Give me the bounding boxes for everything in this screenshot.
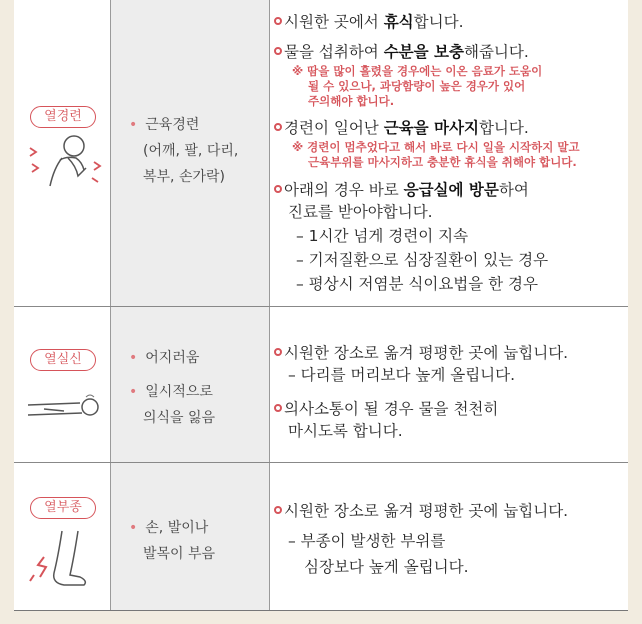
action-cell xyxy=(270,307,628,462)
action-item: 경련이 일어난 근육을 마사지합니다. xyxy=(274,118,529,139)
sub-item: – 평상시 저염분 식이요법을 한 경우 xyxy=(296,275,539,293)
circle-bullet-icon xyxy=(274,47,282,55)
swollen-leg-icon xyxy=(24,527,104,591)
action-text: 진료를 받아야합니다. xyxy=(288,203,433,221)
action-text: 마시도록 합니다. xyxy=(288,422,403,440)
table-row xyxy=(14,463,628,610)
action-item: 의사소통이 될 경우 물을 천천히 xyxy=(274,399,498,420)
sub-item: – 다리를 머리보다 높게 올립니다. xyxy=(288,366,516,384)
symptom-detail: 발목이 부음 xyxy=(143,546,216,562)
action-item: 아래의 경우 바로 응급실에 방문하여 xyxy=(274,180,529,201)
symptom-item: • 어지러움 xyxy=(129,350,200,366)
symptom-cell xyxy=(110,307,270,462)
symptom-detail: 의식을 잃음 xyxy=(143,410,216,426)
caution-note: ※ 땀을 많이 흘렸을 경우에는 이온 음료가 도움이 xyxy=(292,64,543,78)
caution-note: ※ 경련이 멈추었다고 해서 바로 다시 일을 시작하지 말고 xyxy=(292,140,580,154)
fainted-person-icon xyxy=(24,389,104,429)
action-item: 시원한 곳에서 휴식합니다. xyxy=(274,12,464,33)
illness-badge: 열실신 xyxy=(30,349,96,371)
sub-item: – 부종이 발생한 부위를 xyxy=(288,532,446,550)
sub-item: – 기저질환으로 심장질환이 있는 경우 xyxy=(296,251,549,269)
circle-bullet-icon xyxy=(274,348,282,356)
symptom-cell xyxy=(110,0,270,306)
circle-bullet-icon xyxy=(274,404,282,412)
symptom-detail: (어깨, 팔, 다리, xyxy=(143,143,239,159)
sub-item: – 1시간 넘게 경련이 지속 xyxy=(296,227,469,245)
symptom-item: • 일시적으로 xyxy=(129,384,213,400)
cramp-person-icon xyxy=(24,128,104,192)
illness-cell xyxy=(14,0,110,306)
action-cell xyxy=(270,0,628,306)
illness-badge: 열부종 xyxy=(30,497,96,519)
symptom-detail: 복부, 손가락) xyxy=(143,169,225,185)
illness-cell xyxy=(14,307,110,462)
symptom-item: • 손, 발이나 xyxy=(129,520,209,536)
circle-bullet-icon xyxy=(274,185,282,193)
caution-note: 주의해야 합니다. xyxy=(308,94,395,108)
action-item: 물을 섭취하여 수분을 보충해줍니다. xyxy=(274,42,529,63)
symptom-cell xyxy=(110,463,270,610)
caution-note: 될 수 있으나, 과당함량이 높은 경우가 있어 xyxy=(308,79,526,93)
illness-cell xyxy=(14,463,110,610)
heat-illness-table xyxy=(14,0,628,611)
caution-note: 근육부위를 마사지하고 충분한 휴식을 취해야 합니다. xyxy=(308,155,577,169)
circle-bullet-icon xyxy=(274,17,282,25)
sub-item: 심장보다 높게 올립니다. xyxy=(304,558,469,576)
action-cell xyxy=(270,463,628,610)
circle-bullet-icon xyxy=(274,506,282,514)
circle-bullet-icon xyxy=(274,123,282,131)
symptom-item: • 근육경련 xyxy=(129,117,200,133)
illness-badge: 열경련 xyxy=(30,106,96,128)
action-item: 시원한 장소로 옮겨 평평한 곳에 눕힙니다. xyxy=(274,343,568,364)
action-item: 시원한 장소로 옮겨 평평한 곳에 눕힙니다. xyxy=(274,501,568,522)
table-row xyxy=(14,307,628,463)
table-row xyxy=(14,0,628,307)
